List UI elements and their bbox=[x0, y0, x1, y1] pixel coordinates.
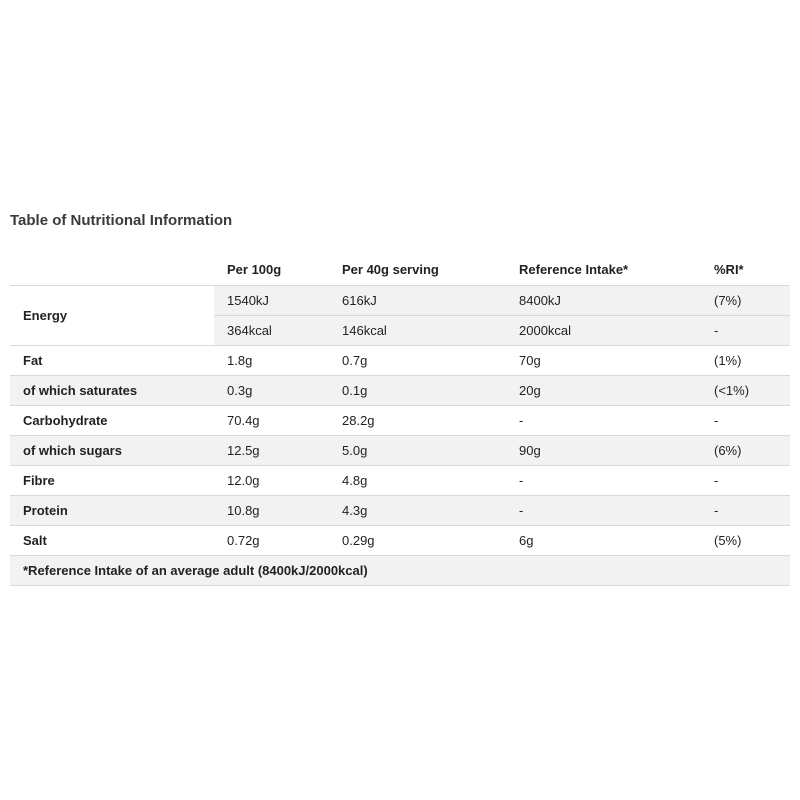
table-row-protein bbox=[10, 495, 790, 525]
cell-value: 8400kJ bbox=[506, 285, 701, 315]
header-cell-per-100g: Per 100g bbox=[214, 255, 329, 285]
cell-value: 0.3g bbox=[214, 375, 329, 405]
row-label: Fibre bbox=[10, 465, 214, 495]
cell-value: 0.29g bbox=[329, 525, 506, 555]
cell-value: (6%) bbox=[701, 435, 790, 465]
cell-value: 70.4g bbox=[214, 405, 329, 435]
cell-value: - bbox=[701, 465, 790, 495]
cell-value: - bbox=[506, 405, 701, 435]
page-title: Table of Nutritional Information bbox=[10, 212, 233, 229]
cell-value: 70g bbox=[506, 345, 701, 375]
header-cell-reference-intake: Reference Intake* bbox=[506, 255, 701, 285]
cell-value: 28.2g bbox=[329, 405, 506, 435]
cell-value: 20g bbox=[506, 375, 701, 405]
cell-value: 10.8g bbox=[214, 495, 329, 525]
cell-value: 146kcal bbox=[329, 315, 506, 345]
header-cell-nutrient bbox=[10, 255, 214, 285]
cell-value: (1%) bbox=[701, 345, 790, 375]
cell-value: 0.72g bbox=[214, 525, 329, 555]
row-label: Fat bbox=[10, 345, 214, 375]
table-header-row bbox=[10, 255, 790, 285]
header-cell-percent-ri: %RI* bbox=[701, 255, 790, 285]
nutrition-table bbox=[10, 255, 790, 586]
cell-value: 6g bbox=[506, 525, 701, 555]
table-row-sugars bbox=[10, 435, 790, 465]
row-label: of which saturates bbox=[10, 375, 214, 405]
cell-value: 4.3g bbox=[329, 495, 506, 525]
footnote: *Reference Intake of an average adult (8400kJ/2000kcal) bbox=[10, 555, 790, 585]
cell-value: 5.0g bbox=[329, 435, 506, 465]
row-label: Protein bbox=[10, 495, 214, 525]
cell-value: 0.7g bbox=[329, 345, 506, 375]
cell-value: 90g bbox=[506, 435, 701, 465]
cell-value: - bbox=[701, 405, 790, 435]
table-row-saturates bbox=[10, 375, 790, 405]
cell-value: 12.5g bbox=[214, 435, 329, 465]
header-cell-per-serving: Per 40g serving bbox=[329, 255, 506, 285]
table-row-salt bbox=[10, 525, 790, 555]
cell-value: (5%) bbox=[701, 525, 790, 555]
cell-value: 2000kcal bbox=[506, 315, 701, 345]
cell-value: - bbox=[701, 315, 790, 345]
cell-value: (<1%) bbox=[701, 375, 790, 405]
cell-value: 12.0g bbox=[214, 465, 329, 495]
table-row-fat bbox=[10, 345, 790, 375]
table-footnote-row bbox=[10, 555, 790, 585]
table-row-carbohydrate bbox=[10, 405, 790, 435]
row-label: of which sugars bbox=[10, 435, 214, 465]
cell-value: (7%) bbox=[701, 285, 790, 315]
table-row-fibre bbox=[10, 465, 790, 495]
cell-value: 0.1g bbox=[329, 375, 506, 405]
cell-value: 4.8g bbox=[329, 465, 506, 495]
cell-value: 616kJ bbox=[329, 285, 506, 315]
cell-value: 1540kJ bbox=[214, 285, 329, 315]
cell-value: 1.8g bbox=[214, 345, 329, 375]
cell-value: - bbox=[701, 495, 790, 525]
row-label-energy: Energy bbox=[10, 285, 214, 345]
table-row-energy-kj bbox=[10, 285, 790, 315]
row-label: Carbohydrate bbox=[10, 405, 214, 435]
row-label: Salt bbox=[10, 525, 214, 555]
cell-value: - bbox=[506, 465, 701, 495]
cell-value: 364kcal bbox=[214, 315, 329, 345]
cell-value: - bbox=[506, 495, 701, 525]
